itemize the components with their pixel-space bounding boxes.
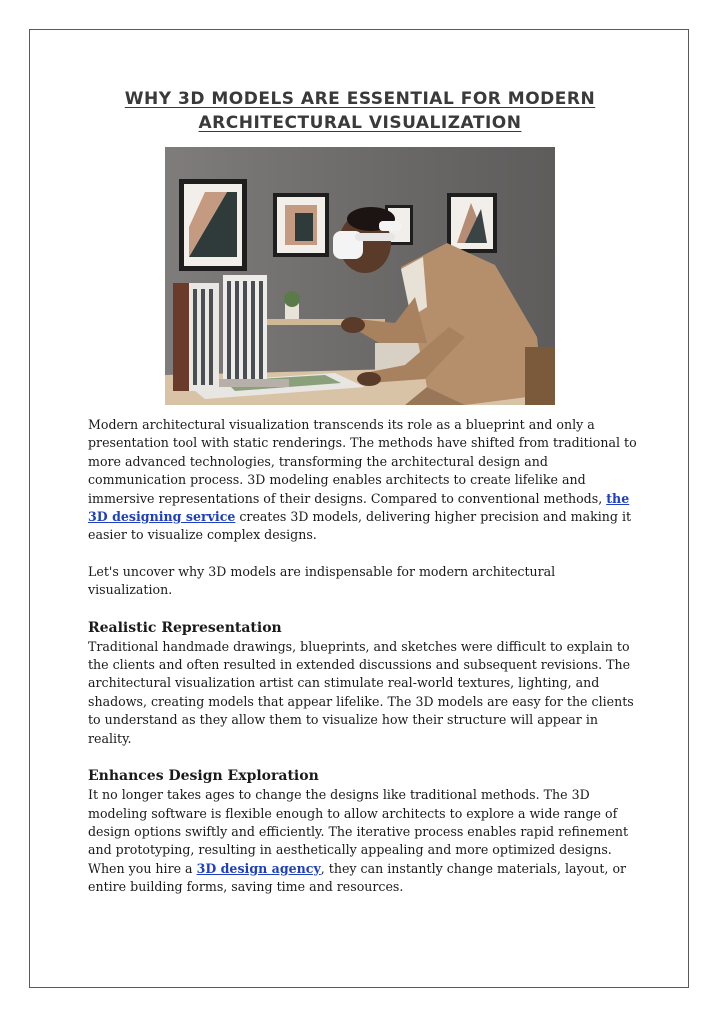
intro-text-part1: Modern architectural visualization transcends its role as a blueprint and only a presentation tool with static renderings. The methods have shifted from traditional to more advanced technologies, transforming the architectural design and communication process. 3D modeling enables architects to create lifelike and immersive representations of their designs. Compared to conventional methods, — [88, 417, 637, 506]
section-heading-exploration: Enhances Design Exploration — [88, 768, 319, 785]
hero-image — [165, 147, 555, 405]
page-title: WHY 3D MODELS ARE ESSENTIAL FOR MODERN ARCHITECTURAL VISUALIZATION — [124, 89, 596, 133]
vr-architect-photo-icon — [165, 147, 555, 405]
3d-designing-service-link[interactable]: the 3D designing service — [88, 490, 630, 525]
article-body — [88, 416, 638, 897]
intro-paragraph — [88, 416, 638, 545]
section-body-exploration — [88, 786, 638, 896]
section-heading-realistic: Realistic Representation — [88, 619, 282, 636]
uncover-paragraph: Let's uncover why 3D models are indispensable for modern architectural visualization. — [88, 563, 556, 598]
exploration-text-part1: It no longer takes ages to change the designs like traditional methods. The 3D modeling software is flexible enough to allow architects to explore a wide range of design options swiftly and efficiently. The iterative process enables rapid refinement and prototyping, resulting in aesthetically appealing and more optimized designs. When you hire a — [88, 787, 629, 876]
3d-design-agency-link[interactable]: 3D design agency — [196, 860, 321, 876]
exploration-text-part2: , they can instantly change materials, layout, or entire building forms, saving time and resources. — [88, 860, 627, 895]
section-body-realistic: Traditional handmade drawings, blueprints, and sketches were difficult to explain to the clients and often resulted in extended discussions and subsequent revisions. The architectural visualization artist can stimulate real-world textures, lighting, and shadows, creating models that appear lifelike. The 3D models are easy for the clients to understand as they allow them to visualize how their structure will appear in reality. — [88, 638, 634, 746]
intro-text-part2: creates 3D models, delivering higher precision and making it easier to visualize complex designs. — [88, 509, 632, 543]
